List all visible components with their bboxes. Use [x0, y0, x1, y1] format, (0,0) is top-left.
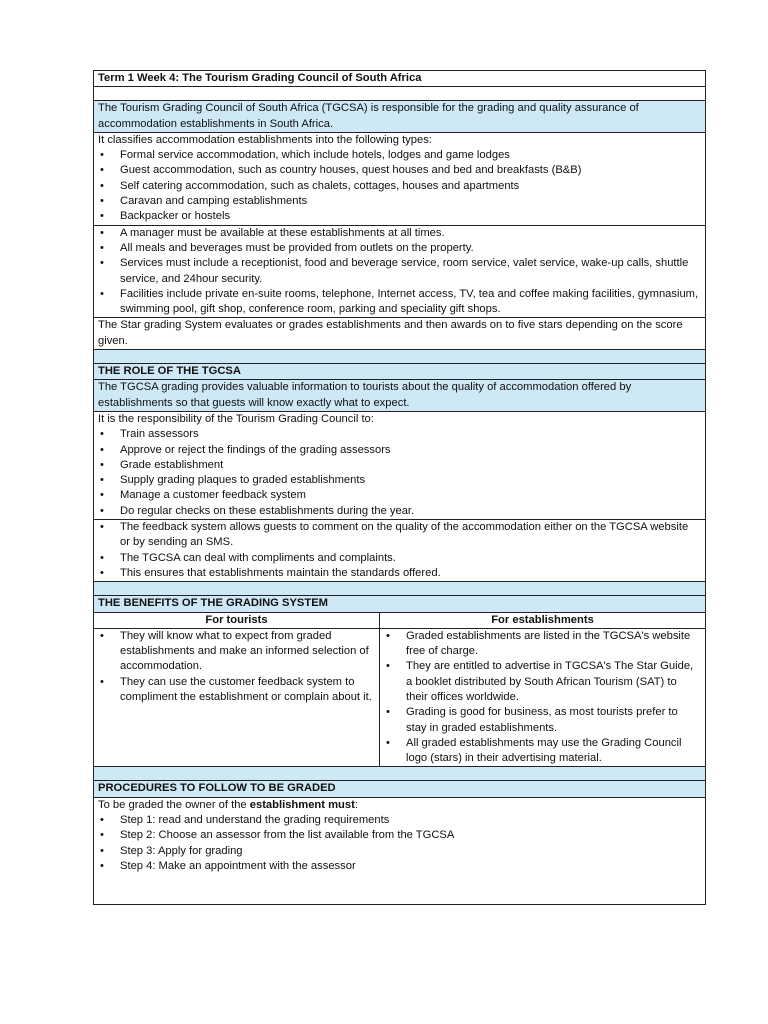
list-item: • Facilities include private en-suite rooms, telephone, Internet access, TV, tea and coffee making facilities, gymnasium, swimming pool, gift shop, conference room, parking and speciality gift shops. — [98, 287, 701, 318]
list-item: • The TGCSA can deal with compliments and complaints. — [98, 551, 701, 566]
role-cell — [94, 411, 706, 519]
list-item: • This ensures that establishments maintain the standards offered. — [98, 566, 701, 581]
types-cell — [94, 132, 706, 225]
requirements-cell — [94, 225, 706, 318]
establishments-list — [384, 629, 701, 767]
spacer-row — [94, 582, 706, 596]
list-item: • Grade establishment — [98, 458, 701, 473]
list-item: • Grading is good for business, as most tourists prefer to stay in graded establishments. — [384, 705, 701, 736]
list-item: • Step 4: Make an appointment with the assessor — [98, 859, 701, 874]
feedback-cell — [94, 520, 706, 582]
list-item: • All meals and beverages must be provided from outlets on the property. — [98, 241, 701, 256]
spacer-row — [94, 87, 706, 101]
col-header-tourists: For tourists — [94, 612, 380, 628]
list-item: • The feedback system allows guests to comment on the quality of the accommodation either on the TGCSA website or by sending an SMS. — [98, 520, 701, 551]
title-row — [94, 71, 706, 87]
role-heading: THE ROLE OF THE TGCSA — [94, 364, 706, 380]
tourists-cell — [94, 628, 380, 767]
role-lead: It is the responsibility of the Tourism Grading Council to: — [98, 412, 374, 425]
benefits-heading: THE BENEFITS OF THE GRADING SYSTEM — [94, 596, 706, 612]
procedures-lead: To be graded the owner of the establishment must: — [98, 798, 358, 811]
page-title: Term 1 Week 4: The Tourism Grading Council of South Africa — [94, 71, 706, 87]
list-item: • Step 2: Choose an assessor from the list available from the TGCSA — [98, 828, 701, 843]
content-table — [93, 70, 706, 905]
list-item: • Train assessors — [98, 427, 701, 442]
list-item: • Formal service accommodation, which include hotels, lodges and game lodges — [98, 148, 701, 163]
feedback-list — [98, 520, 701, 581]
role-intro: The TGCSA grading provides valuable information to tourists about the quality of accommodation offered by establishments so that guests will know exactly what to expect. — [94, 380, 706, 412]
star-grading-text: The Star grading System evaluates or grades establishments and then awards on to five stars depending on the score given. — [94, 318, 706, 350]
list-item: • A manager must be available at these establishments at all times. — [98, 226, 701, 241]
types-list — [98, 148, 701, 224]
list-item: • Backpacker or hostels — [98, 209, 701, 224]
list-item: • Guest accommodation, such as country houses, quest houses and bed and breakfasts (B&B) — [98, 163, 701, 178]
spacer-row — [94, 767, 706, 781]
establishments-cell — [380, 628, 706, 767]
list-item: • Caravan and camping establishments — [98, 194, 701, 209]
list-item: • Step 3: Apply for grading — [98, 844, 701, 859]
procedures-heading: PROCEDURES TO FOLLOW TO BE GRADED — [94, 781, 706, 797]
list-item: • Services must include a receptionist, food and beverage service, room service, valet service, wake-up calls, shuttle service, and 24hour security. — [98, 256, 701, 287]
role-list — [98, 427, 701, 519]
list-item: • They are entitled to advertise in TGCSA's The Star Guide, a booklet distributed by South African Tourism (SAT) to their offices worldwide. — [384, 659, 701, 705]
procedures-cell — [94, 797, 706, 904]
list-item: • Supply grading plaques to graded establishments — [98, 473, 701, 488]
col-header-establishments: For establishments — [380, 612, 706, 628]
steps-list — [98, 813, 701, 874]
list-item: • They will know what to expect from graded establishments and make an informed selection of accommodation. — [98, 629, 375, 675]
list-item: • Approve or reject the findings of the grading assessors — [98, 443, 701, 458]
intro-text: The Tourism Grading Council of South Africa (TGCSA) is responsible for the grading and quality assurance of accommodation establishments in South Africa. — [94, 101, 706, 133]
list-item: • Self catering accommodation, such as chalets, cottages, houses and apartments — [98, 179, 701, 194]
list-item: • Manage a customer feedback system — [98, 488, 701, 503]
spacer-row — [94, 350, 706, 364]
tourists-list — [98, 629, 375, 705]
list-item: • All graded establishments may use the Grading Council logo (stars) in their advertising material. — [384, 736, 701, 767]
types-lead: It classifies accommodation establishments into the following types: — [98, 133, 432, 146]
list-item: • They can use the customer feedback system to compliment the establishment or complain about it. — [98, 675, 375, 706]
list-item: • Do regular checks on these establishments during the year. — [98, 504, 701, 519]
list-item: • Step 1: read and understand the grading requirements — [98, 813, 701, 828]
requirements-list — [98, 226, 701, 318]
list-item: • Graded establishments are listed in the TGCSA's website free of charge. — [384, 629, 701, 660]
